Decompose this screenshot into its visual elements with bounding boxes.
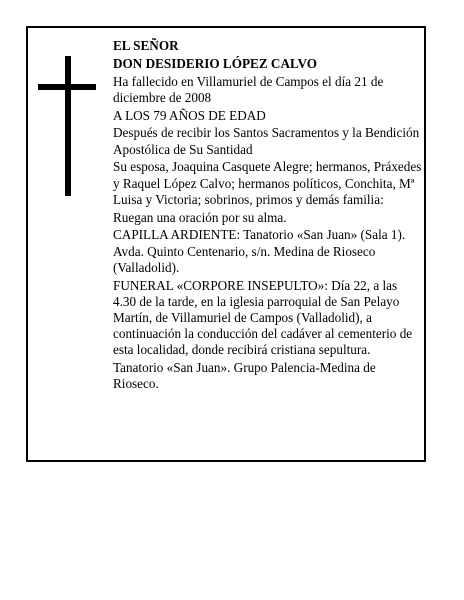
death-announcement: Ha fallecido en Villamuriel de Campos el día 21 de diciembre de 2008 xyxy=(113,73,384,105)
funeral-info: FUNERAL «CORPORE INSEPULTO»: Día 22, a las 4.30 de la tarde, en la iglesia parroquial de San Pelayo Martín, de Villamuriel de Campos (Valladolid), a continuación la conducción del cadáver al cementerio de esta localidad, donde recibirá cristiana sepultura. xyxy=(113,277,413,358)
obituary-text xyxy=(113,38,423,394)
prayer-request: Ruegan una oración por su alma. xyxy=(113,209,287,225)
cross-vertical-bar xyxy=(65,56,71,196)
cross-horizontal-bar xyxy=(38,84,96,90)
chapel-info: CAPILLA ARDIENTE: Tanatorio «San Juan» (Sala 1). Avda. Quinto Centenario, s/n. Medina de Rioseco (Valladolid). xyxy=(113,227,406,275)
family-list: Su esposa, Joaquina Casquete Alegre; hermanos, Práxedes y Raquel López Calvo; hermanos políticos, Conchita, Mª Luisa y Victoria; sobrinos, primos y demás familia: xyxy=(113,159,422,207)
title-line-1: EL SEÑOR xyxy=(113,38,179,53)
funeral-home-info: Tanatorio «San Juan». Grupo Palencia-Medina de Rioseco. xyxy=(113,360,376,392)
deceased-name: DON DESIDERIO LÓPEZ CALVO xyxy=(113,55,318,71)
sacraments-line: Después de recibir los Santos Sacramentos y la Bendición Apostólica de Su Santidad xyxy=(113,125,420,157)
age-line: A LOS 79 AÑOS DE EDAD xyxy=(113,107,266,123)
